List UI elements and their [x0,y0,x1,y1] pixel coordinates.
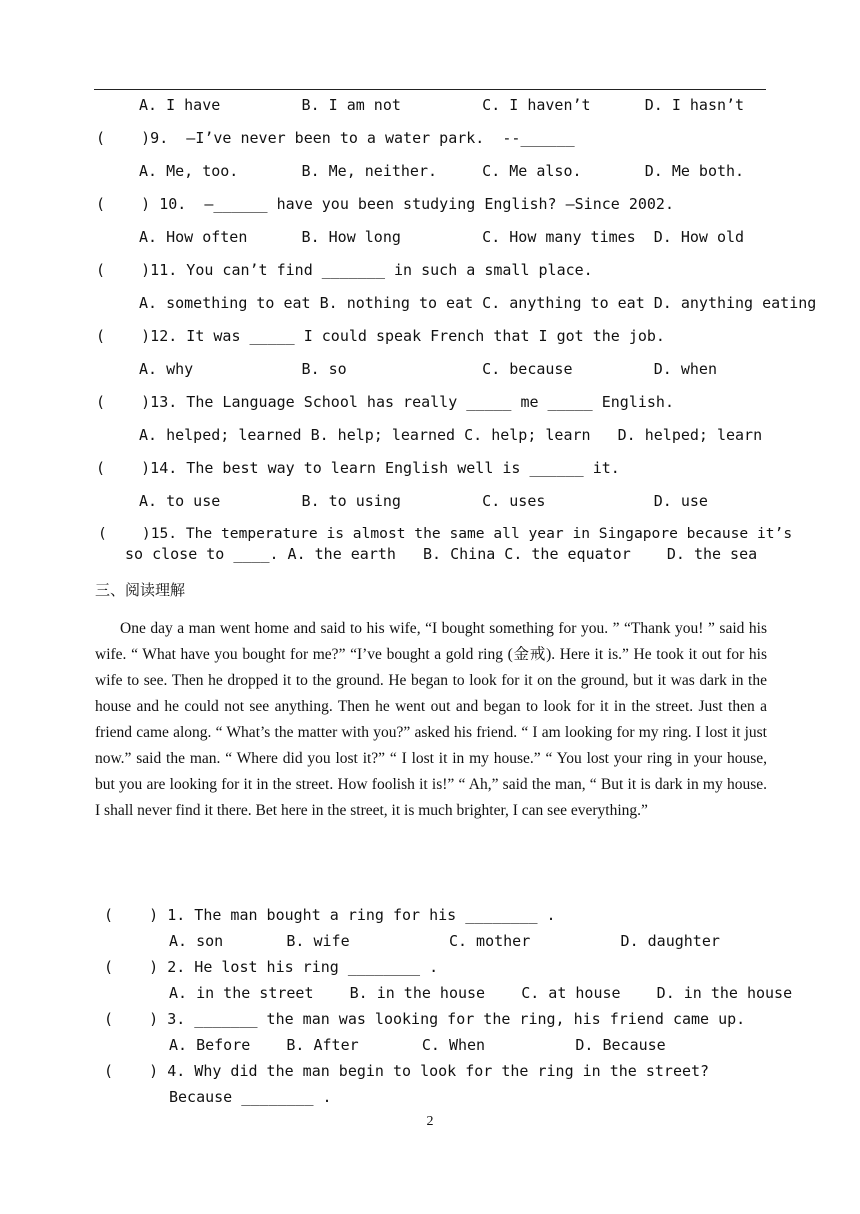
passage-text: One day a man went home and said to his wife, “I bought something for you. ” “Thank you! ” said his wife. “ What have you bought for me?” “I’ve bought a gold ring (金戒). Here it is.” He took it out for his wife to see. Then he dropped it to the ground. He began to look for it on the ground, but it was dark in the house and he could not see anything. Then he went out and began to look for it in the street. Just then a friend came along. “ What’s the matter with you?” asked his friend. “ I am looking for my ring. I lost it just now.” said the man. “ Where did you lost it?” “ I lost it in my house.” “ You lost your ring in your house, but you are looking for it in the street. How foolish it is!” “ Ah,” said the man, “ But it is dark in my house. I shall never find it there. Bet here in the street, it is much brighter, I can see everything.” [95,620,767,819]
question-10-stem: ( ) 10. –______ have you been studying English? –Since 2002. [96,195,674,213]
question-14-options: A. to use B. to using C. uses D. use [139,492,708,510]
reading-question-3-stem: ( ) 3. _______ the man was looking for the ring, his friend came up. [104,1010,746,1028]
question-12-options: A. why B. so C. because D. when [139,360,717,378]
question-13-options: A. helped; learned B. help; learned C. help; learn D. helped; learn [139,426,763,444]
question-11-stem: ( )11. You can’t find _______ in such a small place. [96,261,593,279]
page-number: 2 [426,1114,434,1129]
section-heading-reading: 三、阅读理解 [95,581,186,599]
q8-options: A. I have B. I am not C. I haven’t D. I hasn’t [139,96,745,114]
header-rule [94,89,766,90]
question-9-options: A. Me, too. B. Me, neither. C. Me also. D. Me both. [139,162,745,180]
reading-question-2-options: A. in the street B. in the house C. at house D. in the house [169,984,793,1002]
question-12-stem: ( )12. It was _____ I could speak French that I got the job. [96,327,665,345]
question-15-line2: so close to ____. A. the earth B. China C. the equator D. the sea [125,545,758,563]
reading-question-4-answer: Because ________ . [169,1088,332,1106]
question-10-options: A. How often B. How long C. How many times D. How old [139,228,745,246]
reading-question-4-stem: ( ) 4. Why did the man begin to look for the ring in the street? [104,1062,710,1080]
reading-question-1-options: A. son B. wife C. mother D. daughter [169,932,720,950]
reading-question-3-options: A. Before B. After C. When D. Because [169,1036,666,1054]
question-11-options: A. something to eat B. nothing to eat C. anything to eat D. anything eating [139,294,817,312]
reading-question-2-stem: ( ) 2. He lost his ring ________ . [104,958,439,976]
question-9-stem: ( )9. –I’ve never been to a water park. --______ [96,129,575,147]
question-14-stem: ( )14. The best way to learn English well is ______ it. [96,459,620,477]
reading-question-1-stem: ( ) 1. The man bought a ring for his ________ . [104,906,556,924]
reading-passage [95,616,767,824]
question-15-line1: ( )15. The temperature is almost the same all year in Singapore because it’s [98,525,793,542]
question-13-stem: ( )13. The Language School has really _____ me _____ English. [96,393,674,411]
